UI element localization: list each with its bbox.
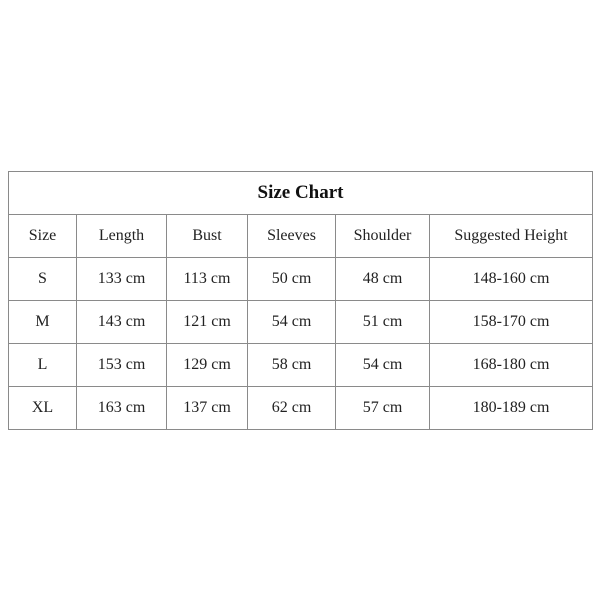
cell-bust: 113 cm (167, 258, 248, 301)
cell-shoulder: 54 cm (336, 344, 430, 387)
cell-bust: 137 cm (167, 387, 248, 430)
cell-length: 133 cm (77, 258, 167, 301)
header-suggested-height: Suggested Height (430, 215, 593, 258)
cell-suggested-height: 148-160 cm (430, 258, 593, 301)
cell-suggested-height: 180-189 cm (430, 387, 593, 430)
header-shoulder: Shoulder (336, 215, 430, 258)
cell-sleeves: 50 cm (248, 258, 336, 301)
table-row (9, 387, 593, 430)
cell-sleeves: 58 cm (248, 344, 336, 387)
cell-length: 143 cm (77, 301, 167, 344)
cell-length: 163 cm (77, 387, 167, 430)
cell-shoulder: 57 cm (336, 387, 430, 430)
cell-shoulder: 48 cm (336, 258, 430, 301)
header-row (9, 215, 593, 258)
cell-bust: 129 cm (167, 344, 248, 387)
table-row (9, 258, 593, 301)
cell-size: M (9, 301, 77, 344)
cell-sleeves: 54 cm (248, 301, 336, 344)
cell-suggested-height: 168-180 cm (430, 344, 593, 387)
size-chart-table (8, 171, 593, 430)
cell-size: L (9, 344, 77, 387)
cell-size: S (9, 258, 77, 301)
cell-sleeves: 62 cm (248, 387, 336, 430)
header-size: Size (9, 215, 77, 258)
table-title: Size Chart (9, 172, 593, 215)
title-row (9, 172, 593, 215)
table-row (9, 344, 593, 387)
table-row (9, 301, 593, 344)
header-length: Length (77, 215, 167, 258)
cell-size: XL (9, 387, 77, 430)
cell-length: 153 cm (77, 344, 167, 387)
header-sleeves: Sleeves (248, 215, 336, 258)
cell-bust: 121 cm (167, 301, 248, 344)
cell-suggested-height: 158-170 cm (430, 301, 593, 344)
header-bust: Bust (167, 215, 248, 258)
cell-shoulder: 51 cm (336, 301, 430, 344)
